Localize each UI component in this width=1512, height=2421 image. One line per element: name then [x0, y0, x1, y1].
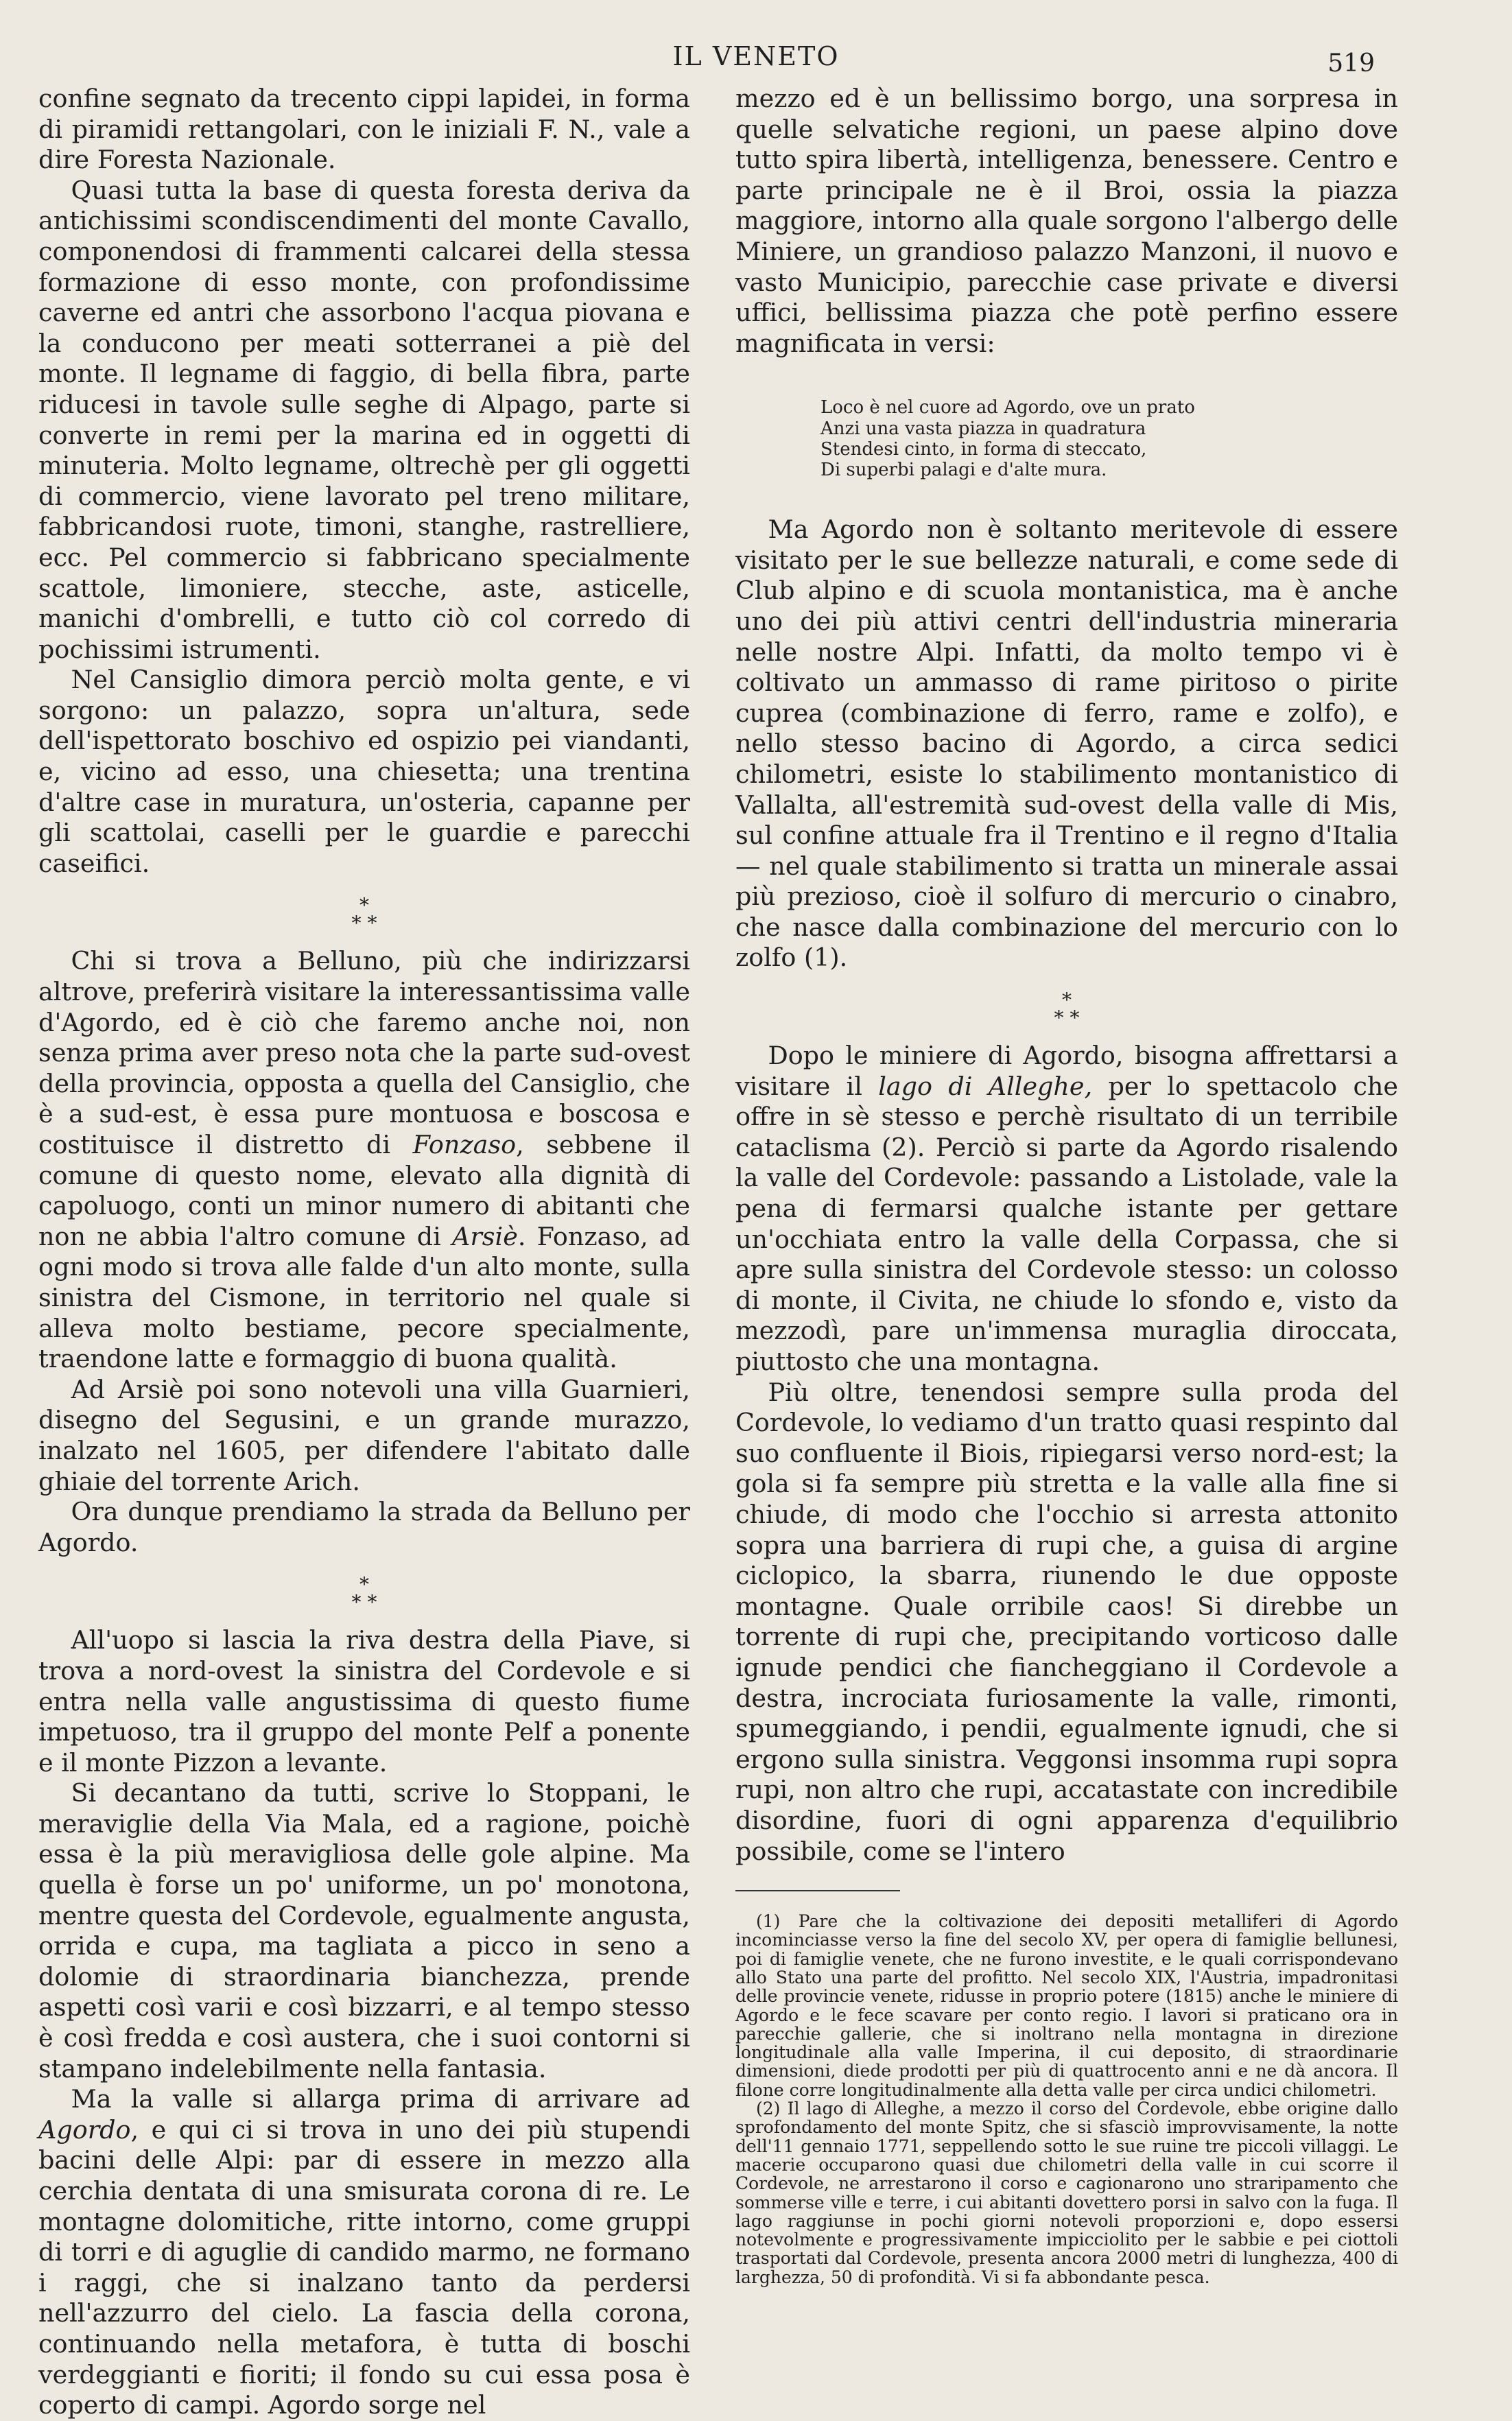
separator-star: * — [359, 1573, 369, 1596]
paragraph: Ora dunque prendiamo la strada da Belluno per Agordo. — [38, 1497, 690, 1557]
paragraph-text: . Fonzaso, ad ogni modo si trova alle falde d'un alto monte, sulla sinistra del Cismone, in territorio nel quale si alleva molto bestiame, pecore specialmente, traendone latte e formaggio di buona qualità. — [38, 1221, 691, 1374]
paragraph: confine segnato da trecento cippi lapidei, in forma di piramidi rettangolari, con le iniziali F. N., vale a dire Foresta Nazionale. — [38, 84, 690, 175]
poem-quote — [820, 397, 1398, 480]
page-number: 519 — [1327, 49, 1375, 78]
poem-line: Stendesi cinto, in forma di steccato, — [820, 438, 1147, 460]
paragraph: Si decantano da tutti, scrive lo Stoppani, le meraviglie della Via Mala, ed a ragione, poichè essa è la più meravigliosa delle gole alpine. Ma quella è forse un po' uniforme, un po' monotona, mentre questa del Cordevole, egualmente angusta, orrida e cupa, ma tagliata a picco in seno a dolomie di straordinaria bianchezza, prende aspetti così varii e così bizzarri, e al tempo stesso è così fredda e così austera, che i suoi contorni si stampano indelebilmente nella fantasia. — [38, 1778, 690, 2083]
paragraph-text: , e qui ci si trova in uno dei più stupendi bacini delle Alpi: par di essere in mezzo alla cerchia dentata di una smisurata corona di re. Le montagne dolomitiche, ritte intorno, come gruppi di torri e di aguglie di candido marmo, ne formano i raggi, che si inalzano tanto da perdersi nell'azzurro del cielo. La fascia della corona, continuando nella metafora, è tutta di boschi verdeggianti e fioriti; il fondo su cui essa posa è coperto di campi. Agordo sorge nel — [38, 2114, 690, 2420]
paragraph — [735, 1041, 1398, 1378]
separator-stars: * * — [351, 912, 377, 935]
poem-line: Di superbi palagi e d'alte mura. — [820, 459, 1107, 480]
paragraph-text: Ma la valle si allarga prima di arrivare ad — [71, 2084, 690, 2114]
paragraph — [38, 2084, 690, 2421]
footnotes — [735, 1912, 1398, 2287]
paragraph: mezzo ed è un bellissimo borgo, una sorpresa in quelle selvatiche regioni, un paese alpino dove tutto spira libertà, intelligenza, benessere. Centro e parte principale ne è il Broi, ossia la piazza maggiore, intorno alla quale sorgono l'albergo delle Miniere, un grandioso palazzo Manzoni, il nuovo e vasto Municipio, parecchie case private e diversi uffici, bellissima piazza che potè perfino essere magnificata in versi: — [735, 84, 1398, 358]
separator-stars: * * — [351, 1591, 377, 1614]
paragraph-text: Dopo le miniere di Agordo, bisogna affrettarsi a visitare il — [735, 1041, 1398, 1101]
paragraph-text: per lo spettacolo che offre in sè stesso e perchè risultato di un terribile cataclisma (2). Perciò si parte da Agordo risalendo la valle del Cordevole: passando a Listolade, vale la pena di fermarsi qualche istante per gettare un'occhiata entro la valle della Corpassa, che si apre sulla sinistra del Cordevole stesso: un colosso di monte, il Civita, ne chiude lo sfondo e, visto da mezzodì, pare un'immensa muraglia diroccata, piuttosto che una montagna. — [735, 1071, 1398, 1376]
poem-line: Loco è nel cuore ad Agordo, ove un prato — [820, 397, 1195, 418]
paragraph: All'uopo si lascia la riva destra della Piave, si trova a nord-ovest la sinistra del Cordevole e si entra nella valle angustissima di questo fiume impetuoso, tra il gruppo del monte Pelf a ponente e il monte Pizzon a levante. — [38, 1625, 690, 1778]
footnote: (2) Il lago di Alleghe, a mezzo il corso del Cordevole, ebbe origine dallo sprofondamento del monte Spitz, che si sfasciò improvvisamente, la notte dell'11 gennaio 1771, seppellendo sotto le sue ruine tre piccoli villaggi. Le macerie occuparono quasi due chilometri della valle in cui scorre il Cordevole, ne arrestarono il corso e cagionarono uno straripamento che sommerse ville e terre, i cui abitanti dovettero porsi in salvo con la fuga. Il lago raggiunse in pochi giorni notevoli proporzioni e, dopo essersi notevolmente e progressivamente impicciolito per le sabbie e pei ciottoli trasportati dal Cordevole, presenta ancora 2000 metri di lunghezza, 400 di larghezza, 50 di profondità. Vi si fa abbondante pesca. — [735, 2099, 1398, 2287]
separator-star: * — [1062, 989, 1072, 1012]
italic-place-name: Arsiè — [452, 1221, 518, 1251]
section-separator — [735, 989, 1398, 1030]
italic-place-name: Fonzaso — [412, 1130, 517, 1159]
section-separator — [38, 894, 690, 935]
footnote-rule — [735, 1890, 900, 1891]
right-column — [735, 84, 1398, 2287]
separator-star: * — [359, 894, 369, 917]
paragraph: Ad Arsiè poi sono notevoli una villa Guarnieri, disegno del Segusini, e un grande murazzo, inalzato nel 1605, per difendere l'abitato dalle ghiaie del torrente Arich. — [38, 1374, 690, 1496]
paragraph: Quasi tutta la base di questa foresta deriva da antichissimi scondiscendimenti del monte Cavallo, componendosi di frammenti calcarei della stessa formazione di esso monte, con profondissime caverne ed antri che assorbono l'acqua piovana e la conducono per meati sotterranei a piè del monte. Il legname di faggio, di bella fibra, parte riducesi in tavole sulle seghe di Alpago, parte si converte in remi per la marina ed in oggetti di minuteria. Molto legname, oltrechè per gli oggetti di commercio, viene lavorato pel treno militare, fabbricandosi ruote, timoni, stanghe, rastrelliere, ecc. Pel commercio si fabbricano specialmente scattole, limoniere, stecche, aste, asticelle, manichi d'ombrelli, e tutto ciò col corredo di pochissimi istrumenti. — [38, 175, 690, 664]
paragraph-text: , sebbene il comune di questo nome, elevato alla dignità di capoluogo, conti un minor numero di abitanti che non ne abbia l'altro comune di — [38, 1130, 690, 1251]
italic-place-name: lago di Alleghe, — [878, 1071, 1093, 1101]
paragraph: Più oltre, tenendosi sempre sulla proda del Cordevole, lo vediamo d'un tratto quasi respinto dal suo confluente il Biois, ripiegarsi verso nord-est; la gola si fa sempre più stretta e la valle alla fine si chiude, di modo che l'occhio si arresta attonito sopra una barriera di rupi che, a guisa di argine ciclopico, la sbarra, riunendo le due opposte montagne. Quale orribile caos! Si direbbe un torrente di rupi che, precipitando vorticoso dalle ignude pendici che fiancheggiano il Cordevole a destra, incrociata furiosamente la valle, rimonti, spumeggiando, i pendii, egualmente ignudi, che si ergono sulla sinistra. Veggonsi insomma rupi sopra rupi, non altro che rupi, accatastate con incredibile disordine, fuori di ogni apparenza d'equilibrio possibile, come se l'intero — [735, 1377, 1398, 1866]
paragraph — [38, 946, 690, 1374]
section-separator — [38, 1573, 690, 1614]
left-column — [38, 84, 690, 2421]
italic-place-name: Agordo — [38, 2114, 131, 2145]
paragraph-text: Chi si trova a Belluno, più che indirizzarsi altrove, preferirà visitare la interessantissima valle d'Agordo, ed è ciò che faremo anche noi, non senza prima aver preso nota che la parte sud-ovest della provincia, opposta a quella del Cansiglio, che è a sud-est, è essa pure montuosa e boscosa e costituisce il distretto di — [38, 946, 690, 1159]
separator-stars: * * — [1054, 1006, 1080, 1030]
running-title: IL VENETO — [672, 41, 840, 71]
footnote: (1) Pare che la coltivazione dei depositi metalliferi di Agordo incominciasse verso la fine del secolo XV, per opera di famiglie bellunesi, poi di famiglie venete, che ne furono investite, e le quali corrispondevano allo Stato una parte del profitto. Nel secolo XIX, l'Austria, impadronitasi delle provincie venete, ridusse in proprio potere (1815) anche le miniere di Agordo e le fece scavare per conto regio. I lavori si praticano ora in parecchie gallerie, che si inoltrano nella montagna in direzione longitudinale alla valle Imperina, il cui deposito, di straordinarie dimensioni, diede prodotti per più di quattrocento anni e ne dà ancora. Il filone corre longitudinalmente alla detta valle per circa undici chilometri. — [735, 1911, 1398, 2100]
paragraph: Nel Cansiglio dimora perciò molta gente, e vi sorgono: un palazzo, sopra un'altura, sede dell'ispettorato boschivo ed ospizio pei viandanti, e, vicino ad esso, una chiesetta; una trentina d'altre case in muratura, un'osteria, capanne per gli scattolai, caselli per le guardie e parecchi caseifici. — [38, 665, 690, 878]
poem-line: Anzi una vasta piazza in quadratura — [820, 418, 1146, 439]
paragraph: Ma Agordo non è soltanto meritevole di essere visitato per le sue bellezze naturali, e come sede di Club alpino e di scuola montanistica, ma è anche uno dei più attivi centri dell'industria mineraria nelle nostre Alpi. Infatti, da molto tempo vi è coltivato un ammasso di rame piritoso o pirite cuprea (combinazione di ferro, rame e zolfo), e nello stesso bacino di Agordo, a circa sedici chilometri, esiste lo stabilimento montanistico di Vallalta, all'estremità sud-ovest della valle di Mis, sul confine attuale fra il Trentino e il regno d'Italia — nel quale stabilimento si tratta un minerale assai più prezioso, cioè il solfuro di mercurio o cinabro, che nasce dalla combinazione del mercurio con lo zolfo (1). — [735, 515, 1398, 973]
